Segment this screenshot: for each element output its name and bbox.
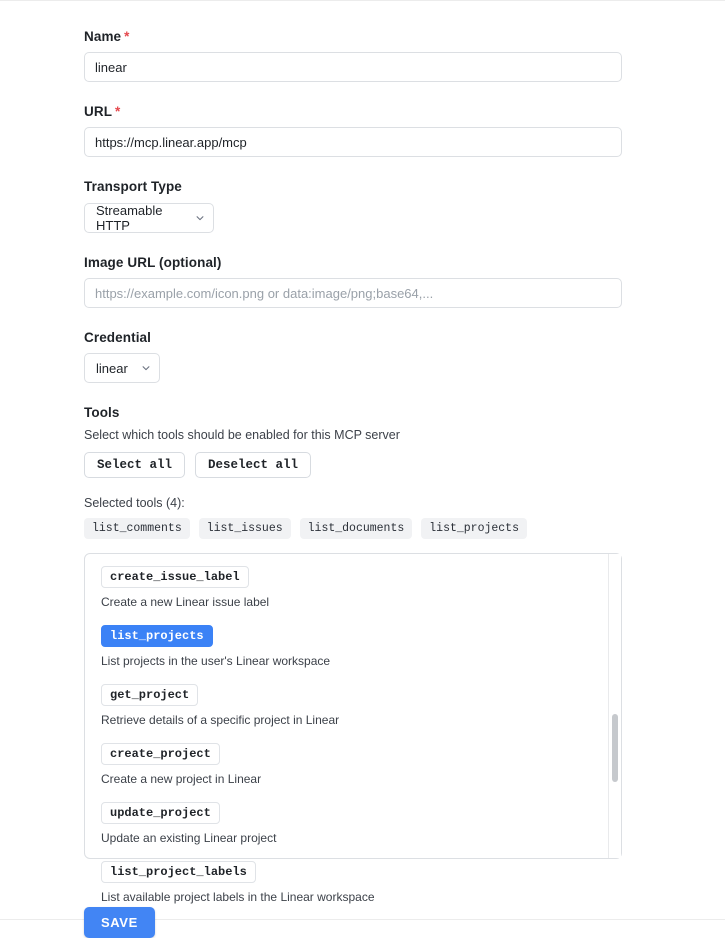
tool-list-scrollbar[interactable] bbox=[608, 554, 621, 858]
name-input[interactable] bbox=[84, 52, 622, 82]
chevron-down-icon bbox=[195, 213, 205, 223]
name-label-text: Name bbox=[84, 29, 122, 44]
selected-tool-chip[interactable]: list_comments bbox=[84, 518, 190, 539]
tool-toggle-button[interactable]: list_project_labels bbox=[101, 861, 256, 883]
transport-type-value: Streamable HTTP bbox=[96, 203, 163, 233]
tool-toggle-button[interactable]: update_project bbox=[101, 802, 220, 824]
tool-list-scrollbar-thumb[interactable] bbox=[612, 714, 618, 782]
url-label-text: URL bbox=[84, 104, 113, 119]
tool-toggle-button[interactable]: create_issue_label bbox=[101, 566, 249, 588]
selected-tools-title: Selected tools (4): bbox=[84, 496, 185, 510]
credential-select[interactable] bbox=[84, 353, 160, 383]
transport-type-group bbox=[84, 179, 622, 233]
tools-helper-text: Select which tools should be enabled for this MCP server bbox=[84, 428, 400, 442]
credential-group bbox=[84, 330, 622, 383]
tools-bulk-actions bbox=[84, 452, 622, 478]
url-input[interactable] bbox=[84, 127, 622, 157]
transport-type-select[interactable] bbox=[84, 203, 214, 233]
tool-description: Create a new project in Linear bbox=[101, 772, 262, 786]
selected-tool-chip[interactable]: list_projects bbox=[421, 518, 527, 539]
tool-description: Create a new Linear issue label bbox=[101, 595, 270, 609]
tool-description: Retrieve details of a specific project in Linear bbox=[101, 713, 340, 727]
select-all-button[interactable]: Select all bbox=[84, 452, 185, 478]
tool-description: Update an existing Linear project bbox=[101, 831, 277, 845]
tool-description: List projects in the user's Linear workspace bbox=[101, 654, 331, 668]
tool-list-item bbox=[101, 566, 605, 609]
tool-toggle-button[interactable]: create_project bbox=[101, 743, 220, 765]
mcp-server-form bbox=[84, 29, 622, 938]
selected-tool-chip[interactable]: list_issues bbox=[199, 518, 291, 539]
tool-list-item bbox=[101, 743, 605, 786]
tool-list-item bbox=[101, 684, 605, 727]
image-url-group bbox=[84, 255, 622, 308]
tools-section bbox=[84, 405, 622, 904]
transport-type-label: Transport Type bbox=[84, 179, 182, 194]
tool-description: List available project labels in the Linear workspace bbox=[101, 890, 375, 904]
deselect-all-button[interactable]: Deselect all bbox=[195, 452, 311, 478]
selected-tools-chips bbox=[84, 518, 622, 539]
tool-list-scroll-area[interactable] bbox=[85, 554, 621, 904]
tool-toggle-button[interactable]: get_project bbox=[101, 684, 198, 706]
image-url-input[interactable] bbox=[84, 278, 622, 308]
name-field-group bbox=[84, 29, 622, 82]
url-label bbox=[84, 104, 622, 119]
credential-value: linear bbox=[96, 360, 128, 376]
credential-label: Credential bbox=[84, 330, 152, 345]
tool-list-container bbox=[84, 553, 622, 904]
tool-list-item bbox=[101, 861, 605, 904]
tool-list-item bbox=[101, 625, 605, 668]
tool-toggle-button[interactable]: list_projects bbox=[101, 625, 213, 647]
url-field-group bbox=[84, 104, 622, 157]
name-label bbox=[84, 29, 622, 44]
chevron-down-icon bbox=[141, 363, 151, 373]
url-required-marker: * bbox=[115, 104, 121, 119]
name-required-marker: * bbox=[124, 29, 130, 44]
tool-list-item bbox=[101, 802, 605, 845]
tools-label: Tools bbox=[84, 405, 120, 420]
image-url-label: Image URL (optional) bbox=[84, 255, 222, 270]
selected-tool-chip[interactable]: list_documents bbox=[300, 518, 413, 539]
save-button[interactable]: SAVE bbox=[84, 907, 155, 938]
